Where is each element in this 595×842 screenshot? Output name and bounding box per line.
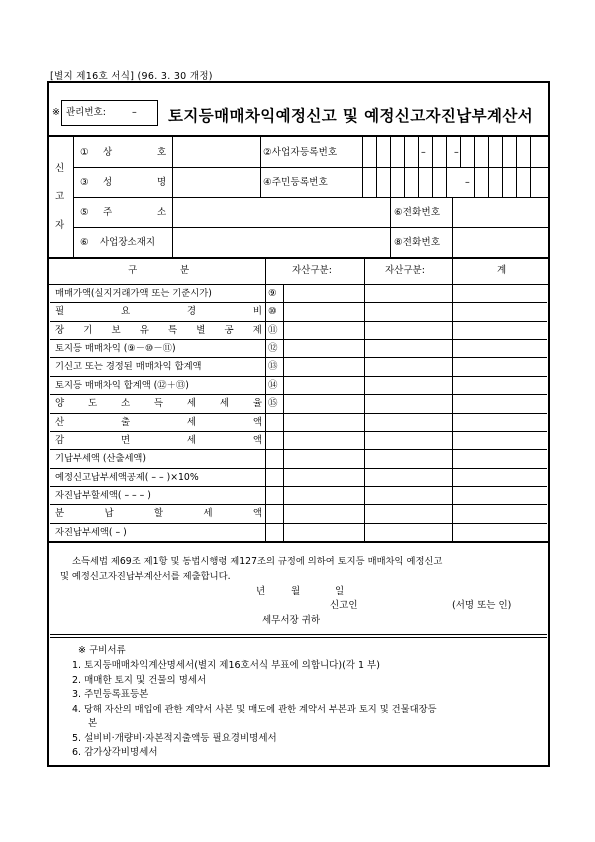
table-row-label: 분 납 할 세 액 bbox=[55, 508, 262, 520]
table-row-label: 자진납부세액( – ) bbox=[55, 526, 127, 538]
divider bbox=[47, 284, 550, 285]
divider bbox=[260, 136, 261, 197]
divider bbox=[516, 167, 517, 197]
divider bbox=[502, 136, 503, 167]
table-row-label: 자진납부할세액( – – – ) bbox=[55, 490, 151, 501]
business-location-label: 사업장소재지 bbox=[100, 237, 156, 248]
attachment-item: 2. 매매한 토지 및 건물의 명세서 bbox=[72, 675, 207, 686]
divider bbox=[376, 167, 377, 197]
date-month: 월 bbox=[291, 586, 301, 597]
divider bbox=[390, 136, 391, 167]
divider bbox=[50, 302, 547, 303]
table-row-label: 기납부세액 (산출세액) bbox=[55, 453, 147, 465]
table-row-label: 기신고 또는 경정된 매매차익 합계액 bbox=[55, 361, 202, 373]
divider bbox=[364, 257, 365, 541]
attachments-heading: ※ 구비서류 bbox=[78, 645, 126, 656]
divider bbox=[50, 449, 547, 450]
divider bbox=[452, 257, 453, 541]
table-row-label: 필 요 경 비 bbox=[55, 306, 262, 318]
divider bbox=[50, 376, 547, 377]
divider bbox=[502, 167, 503, 197]
divider bbox=[50, 394, 547, 395]
divider bbox=[474, 167, 475, 197]
table-row-label: 산 출 세 액 bbox=[55, 416, 262, 428]
resident-number-label: ④주민등록번호 bbox=[263, 177, 328, 188]
divider bbox=[73, 167, 550, 168]
dash: – bbox=[421, 147, 426, 158]
star-mark: ※ bbox=[52, 107, 60, 118]
divider bbox=[50, 637, 547, 638]
table-row-number: ⑮ bbox=[268, 398, 278, 410]
attachment-item: 본 bbox=[88, 718, 98, 729]
divider bbox=[50, 634, 547, 635]
divider bbox=[50, 486, 547, 487]
dash: – bbox=[454, 147, 459, 158]
table-row-number: ⑬ bbox=[268, 361, 278, 373]
table-row-number: ⑫ bbox=[268, 343, 278, 355]
divider bbox=[390, 197, 391, 257]
reporter-side-label: 자 bbox=[55, 220, 65, 231]
divider bbox=[50, 504, 547, 505]
reporter-side-label: 신 bbox=[55, 163, 65, 174]
attachment-item: 3. 주민등록표등본 bbox=[72, 689, 149, 700]
attachment-item: 4. 당해 자산의 매입에 관한 계약서 사본 및 매도에 관한 계약서 부본과 토지 및 건물대장등 bbox=[72, 704, 437, 715]
divider bbox=[172, 136, 173, 257]
divider bbox=[530, 167, 531, 197]
date-day: 일 bbox=[335, 586, 345, 597]
table-row-label: 양 도 소 득 세 세 율 bbox=[55, 398, 262, 410]
column-header: 분 bbox=[180, 265, 190, 276]
divider bbox=[530, 136, 531, 167]
table-row-number: ⑩ bbox=[268, 306, 277, 318]
field-number: ⑥ bbox=[80, 237, 89, 248]
field-number: ⑤ bbox=[80, 207, 89, 218]
divider bbox=[50, 321, 547, 322]
management-number-label: 관리번호: bbox=[66, 107, 106, 118]
divider bbox=[418, 167, 419, 197]
form-header-note: [별지 제16호 서식] (96. 3. 30 개정) bbox=[50, 71, 213, 82]
representative-name-label: 성 bbox=[103, 177, 113, 188]
company-name-label: 상 bbox=[103, 147, 113, 158]
divider bbox=[446, 167, 447, 197]
divider bbox=[390, 167, 391, 197]
divider bbox=[362, 136, 363, 197]
divider bbox=[47, 257, 550, 259]
field-number: ① bbox=[80, 147, 89, 158]
company-name-label: 호 bbox=[157, 147, 167, 158]
divider bbox=[446, 136, 447, 167]
divider bbox=[50, 357, 547, 358]
reporter-side-label: 고 bbox=[55, 191, 65, 202]
table-row-label: 매매가액(실지거래가액 또는 기준시가) bbox=[55, 288, 212, 299]
divider bbox=[47, 541, 550, 543]
dash: – bbox=[465, 177, 470, 188]
divider bbox=[452, 197, 453, 257]
divider bbox=[50, 523, 547, 524]
asset-type-header-2: 자산구분: bbox=[385, 265, 425, 276]
table-row-label: 토지등 매매차익 (⑨－⑩－⑪) bbox=[55, 343, 176, 355]
divider bbox=[404, 136, 405, 167]
page-title: 토지등매매차익예정신고 및 예정신고자진납부계산서 bbox=[168, 107, 534, 125]
table-row-label: 감 면 세 액 bbox=[55, 434, 262, 446]
divider bbox=[488, 136, 489, 167]
address-label: 주 bbox=[103, 207, 113, 218]
column-header: 구 bbox=[128, 265, 138, 276]
divider bbox=[432, 167, 433, 197]
divider bbox=[265, 257, 266, 541]
table-row-label: 예정신고납부세액공제( – – )×10% bbox=[55, 471, 199, 483]
table-row-label: 토지등 매매차익 합계액 (⑫＋⑬) bbox=[55, 379, 189, 391]
attachment-item: 6. 감가상각비명세서 bbox=[72, 747, 158, 758]
divider bbox=[50, 431, 547, 432]
declaration-text: 및 예정신고자진납부계산서를 제출합니다. bbox=[60, 571, 231, 582]
phone-label: ⑥전화번호 bbox=[394, 207, 441, 218]
divider bbox=[73, 197, 550, 198]
table-row-number: ⑪ bbox=[268, 324, 278, 336]
reporter-signature-label: 신고인 bbox=[330, 600, 358, 611]
divider bbox=[418, 136, 419, 167]
divider bbox=[50, 413, 547, 414]
total-header: 계 bbox=[497, 265, 507, 276]
address-label: 소 bbox=[157, 207, 167, 218]
declaration-text: 소득세법 제69조 제1항 및 동법시행령 제127조의 규정에 의하여 토지등 매매차익 예정신고 bbox=[72, 556, 443, 567]
divider bbox=[50, 339, 547, 340]
table-row-label: 장 기 보 유 특 별 공 제 bbox=[55, 324, 262, 336]
divider bbox=[404, 167, 405, 197]
representative-name-label: 명 bbox=[157, 177, 167, 188]
divider bbox=[432, 136, 433, 167]
management-number-value: – bbox=[132, 107, 137, 118]
table-row-number: ⑭ bbox=[268, 379, 278, 391]
divider bbox=[73, 227, 550, 228]
date-year: 년 bbox=[256, 586, 266, 597]
table-row-number: ⑨ bbox=[268, 288, 277, 299]
field-number: ③ bbox=[80, 177, 89, 188]
divider bbox=[376, 136, 377, 167]
signature-placeholder: (서명 또는 인) bbox=[452, 600, 512, 611]
divider bbox=[50, 468, 547, 469]
attachment-item: 1. 토지등매매차익계산명세서(별지 제16호서식 부표에 의합니다)(각 1 부) bbox=[72, 660, 380, 671]
divider bbox=[488, 167, 489, 197]
attachment-item: 5. 설비비·개량비·자본적지출액등 필요경비명세서 bbox=[72, 733, 277, 744]
asset-type-header-1: 자산구분: bbox=[292, 265, 332, 276]
divider bbox=[460, 136, 461, 167]
divider bbox=[516, 136, 517, 167]
addressee: 세무서장 귀하 bbox=[262, 615, 321, 626]
divider bbox=[474, 136, 475, 167]
phone-label: ⑧전화번호 bbox=[394, 237, 441, 248]
business-reg-number-label: ②사업자등록번호 bbox=[263, 147, 338, 158]
